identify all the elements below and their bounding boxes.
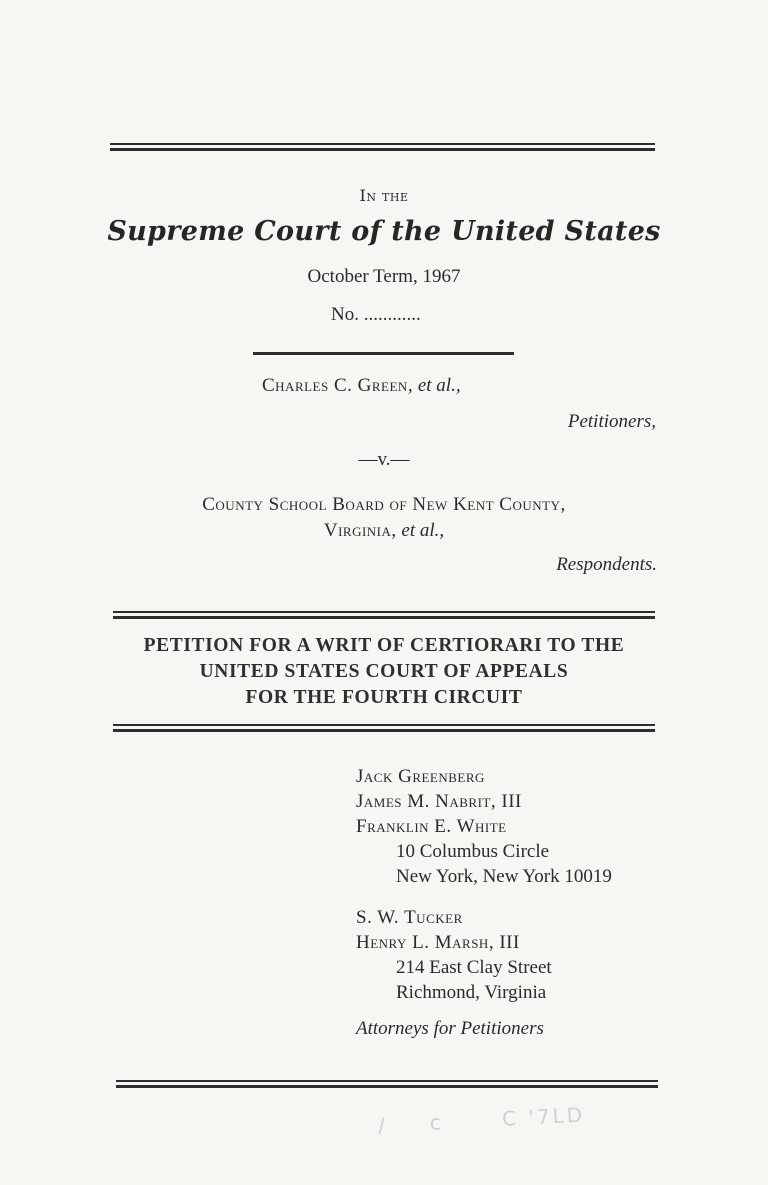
- petition-title: [100, 633, 668, 711]
- petition-title-line-2: UNITED STATES COURT OF APPEALS: [199, 661, 569, 682]
- counsel-group-2: [356, 905, 676, 1005]
- counsel-group-1: [356, 764, 676, 889]
- attorney-name: James M. Nabrit, III: [356, 791, 522, 812]
- address-line: 214 East Clay Street: [396, 957, 552, 978]
- petitioner-role: Petitioners,: [567, 411, 656, 432]
- header-divider: [253, 352, 514, 355]
- attorneys-role: Attorneys for Petitioners: [356, 1018, 544, 1039]
- top-rule: [110, 143, 655, 151]
- petitioner-line: [262, 373, 461, 398]
- respondent-line-2: [0, 518, 768, 543]
- petitioner-etal: et al.,: [417, 375, 461, 396]
- petition-title-line-1: PETITION FOR A WRIT OF CERTIORARI TO THE: [143, 635, 625, 656]
- handwritten-marginalia: / c C '7LD: [377, 1102, 586, 1138]
- attorney-name: S. W. Tucker: [356, 907, 463, 928]
- petitioner-name: Charles C. Green,: [262, 375, 414, 396]
- petition-rule-top: [113, 611, 655, 619]
- respondent-role: Respondents.: [556, 554, 657, 575]
- versus: —v.—: [358, 449, 410, 470]
- petition-title-line-3: FOR THE FOURTH CIRCUIT: [245, 687, 523, 708]
- court-name: Supreme Court of the United States: [107, 216, 661, 247]
- address-line: Richmond, Virginia: [396, 982, 547, 1003]
- attorney-name: Franklin E. White: [356, 816, 507, 837]
- attorney-name: Jack Greenberg: [356, 766, 485, 787]
- docket-number: No. ............: [331, 304, 421, 325]
- attorney-name: Henry L. Marsh, III: [356, 932, 520, 953]
- bottom-rule: [116, 1080, 658, 1088]
- address-line: New York, New York 10019: [396, 866, 612, 887]
- address-line: 10 Columbus Circle: [396, 841, 550, 862]
- respondent-etal: et al.,: [401, 520, 445, 541]
- term-line: October Term, 1967: [307, 266, 461, 287]
- in-the-label: In the: [359, 186, 409, 205]
- petition-rule-bottom: [113, 724, 655, 732]
- respondent-line-1: County School Board of New Kent County,: [202, 494, 566, 515]
- respondent-state: Virginia,: [323, 520, 397, 541]
